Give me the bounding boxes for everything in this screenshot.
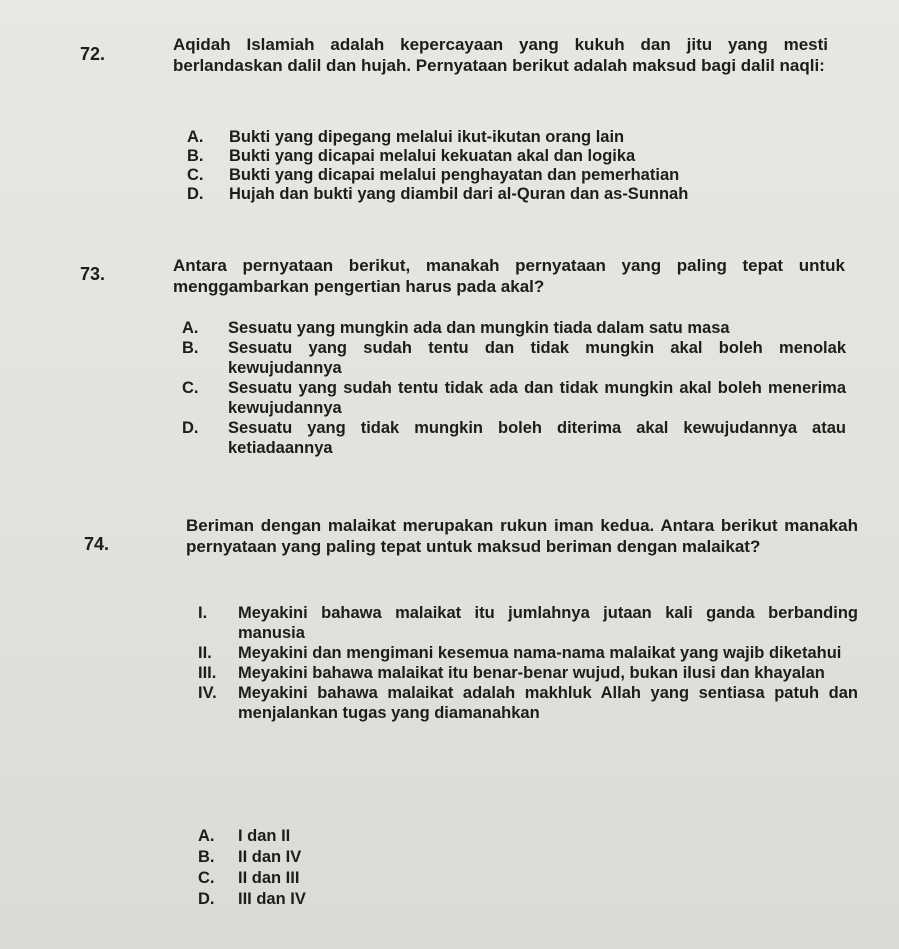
option-b[interactable]: [182, 338, 852, 378]
statement-numeral: IV.: [198, 684, 217, 702]
option-d[interactable]: [182, 418, 852, 458]
option-text: I dan II: [238, 827, 291, 845]
statement-numeral: III.: [198, 664, 217, 682]
question-stem: Aqidah Islamiah adalah kepercayaan yang kukuh dan jitu yang mesti berlandaskan dalil dan hujah. Pernyataan berikut adalah maksud bagi dalil naqli:: [173, 35, 828, 75]
answer-options: [182, 318, 852, 458]
option-b[interactable]: [198, 847, 498, 868]
option-text: Sesuatu yang mungkin ada dan mungkin tiada dalam satu masa: [228, 319, 730, 337]
option-b[interactable]: [187, 147, 807, 166]
option-letter: C.: [187, 166, 204, 184]
statement-list: [198, 603, 863, 723]
option-text: Sesuatu yang sudah tentu dan tidak mungkin akal boleh menolak kewujudannya: [228, 339, 846, 377]
question-number: 73.: [80, 264, 106, 284]
option-a[interactable]: [187, 128, 807, 147]
answer-options: [187, 128, 807, 204]
option-a[interactable]: [182, 318, 852, 338]
option-letter: A.: [187, 128, 204, 146]
option-letter: C.: [198, 869, 215, 887]
option-d[interactable]: [198, 889, 498, 910]
statement-text: Meyakini bahawa malaikat adalah makhluk Allah yang sentiasa patuh dan menjalankan tugas yang diamanahkan: [238, 684, 858, 722]
option-letter: B.: [182, 339, 199, 357]
question-number: 72.: [80, 44, 106, 64]
option-text: Hujah dan bukti yang diambil dari al-Quran dan as-Sunnah: [229, 185, 689, 203]
option-letter: C.: [182, 379, 199, 397]
option-text: Bukti yang dipegang melalui ikut-ikutan orang lain: [229, 128, 625, 146]
option-text: Sesuatu yang tidak mungkin boleh diterima akal kewujudannya atau ketiadaannya: [228, 419, 846, 457]
question-number: 74.: [84, 534, 110, 554]
statement-iii: [198, 663, 863, 683]
option-text: Bukti yang dicapai melalui penghayatan dan pemerhatian: [229, 166, 680, 184]
option-c[interactable]: [187, 166, 807, 185]
option-letter: B.: [187, 147, 204, 165]
option-a[interactable]: [198, 826, 498, 847]
option-letter: D.: [187, 185, 204, 203]
statement-numeral: I.: [198, 604, 208, 622]
option-text: II dan IV: [238, 848, 302, 866]
statement-iv: [198, 683, 863, 723]
option-letter: D.: [198, 890, 215, 908]
option-text: Sesuatu yang sudah tentu tidak ada dan tidak mungkin akal boleh menerima kewujudannya: [228, 379, 846, 417]
option-text: II dan III: [238, 869, 300, 887]
answer-options: [198, 826, 498, 910]
statement-i: [198, 603, 863, 643]
option-letter: A.: [182, 319, 199, 337]
option-c[interactable]: [182, 378, 852, 418]
question-stem: Antara pernyataan berikut, manakah pernyataan yang paling tepat untuk menggambarkan pengertian harus pada akal?: [173, 256, 845, 296]
option-text: Bukti yang dicapai melalui kekuatan akal dan logika: [229, 147, 636, 165]
option-text: III dan IV: [238, 890, 306, 908]
option-c[interactable]: [198, 868, 498, 889]
option-d[interactable]: [187, 185, 807, 204]
statement-text: Meyakini bahawa malaikat itu jumlahnya jutaan kali ganda berbanding manusia: [238, 604, 858, 642]
statement-ii: [198, 643, 863, 663]
question-stem: Beriman dengan malaikat merupakan rukun iman kedua. Antara berikut manakah pernyataan yang paling tepat untuk maksud beriman dengan malaikat?: [186, 516, 858, 556]
statement-text: Meyakini bahawa malaikat itu benar-benar wujud, bukan ilusi dan khayalan: [238, 664, 825, 682]
option-letter: B.: [198, 848, 215, 866]
option-letter: D.: [182, 419, 199, 437]
statement-text: Meyakini dan mengimani kesemua nama-nama malaikat yang wajib diketahui: [238, 644, 842, 662]
option-letter: A.: [198, 827, 215, 845]
statement-numeral: II.: [198, 644, 212, 662]
